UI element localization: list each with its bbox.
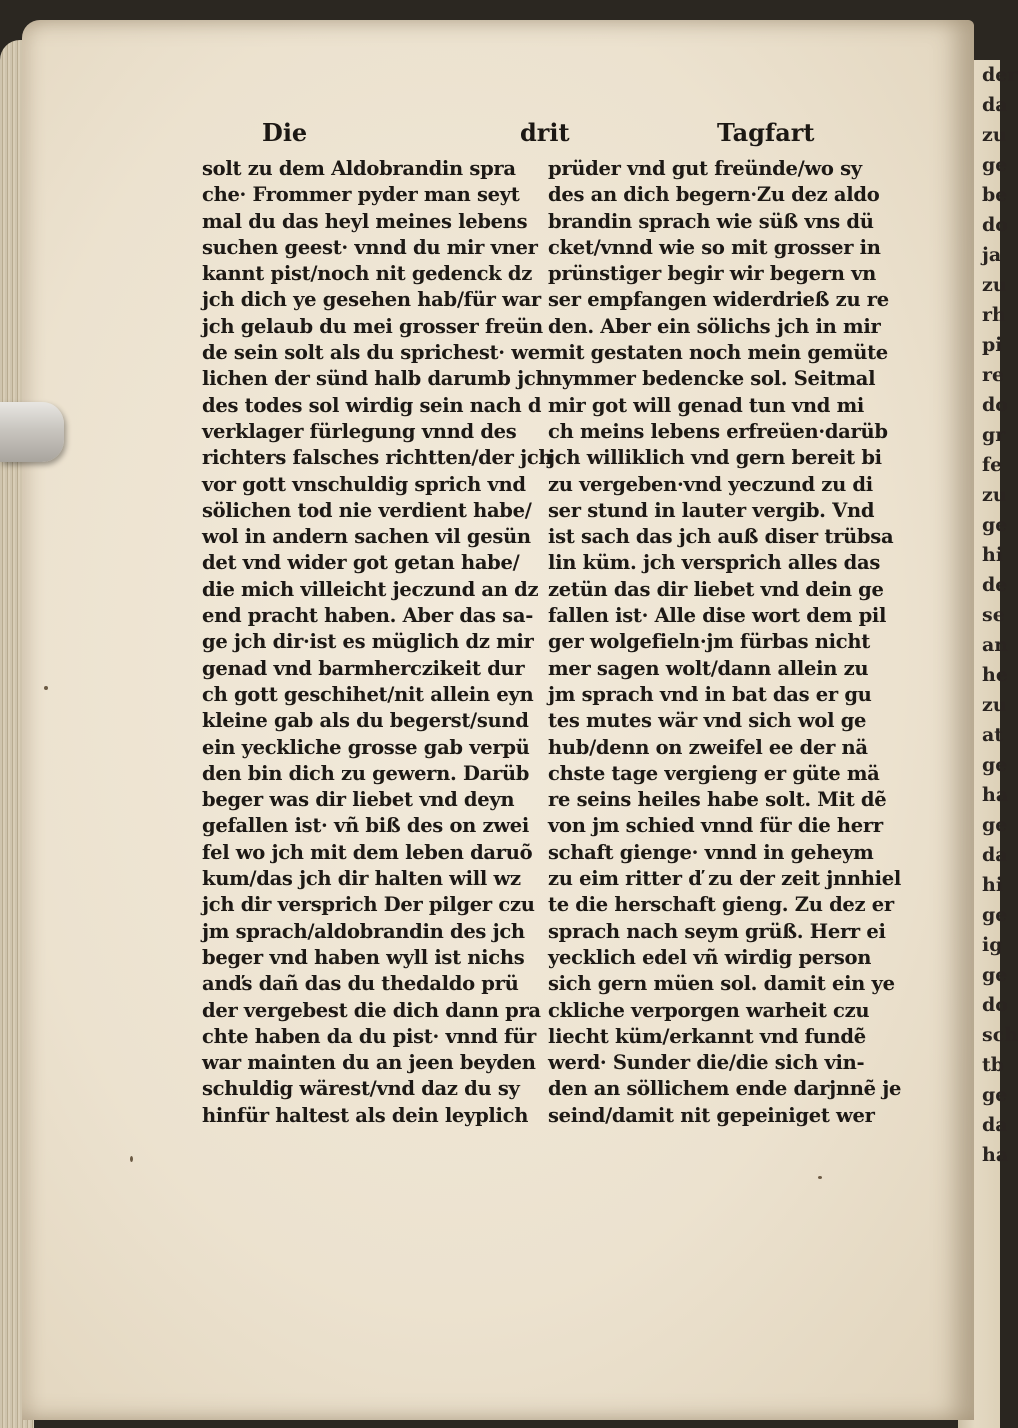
text-line: sprach nach seym grüß. Herr ei [548, 919, 886, 943]
text-line: kum/das jch dir halten will wz [202, 867, 521, 891]
text-line: kleine gab als du begerst/sund [202, 709, 529, 733]
text-line: genad vnd barmherczikeit dur [202, 656, 525, 680]
left-text-column [202, 156, 553, 1129]
facing-page-fragment: ge [982, 814, 1008, 836]
text-line: anďs dañ das du thedaldo prü [202, 972, 519, 996]
facing-page-fragment: zu [982, 484, 1007, 506]
header-left: Die [262, 118, 308, 147]
facing-page-fragment: tb [982, 1054, 1005, 1076]
text-line: zu vergeben·vnd yeczund zu di [548, 472, 873, 496]
text-line: mal du das heyl meines lebens [202, 209, 528, 233]
text-line: chte haben da du pist· vnnd für [202, 1024, 536, 1048]
text-line: die mich villeicht jeczund an dz [202, 577, 539, 601]
facing-page-fragment: do [982, 394, 1008, 416]
facing-page-fragment: he [982, 664, 1008, 686]
text-line: det vnd wider got getan habe/ [202, 551, 520, 575]
text-line: mer sagen wolt/dann allein zu [548, 656, 869, 680]
text-line: ckliche verporgen warheit czu [548, 998, 870, 1022]
text-line: mit gestaten noch mein gemüte [548, 341, 888, 365]
text-line: des an dich begern·Zu dez aldo [548, 183, 880, 207]
facing-page-fragment: pi [982, 334, 1003, 356]
running-header [262, 118, 852, 152]
facing-page-fragment: ge [982, 514, 1008, 536]
facing-page-fragment: re [982, 364, 1005, 386]
text-line: zu eim ritter ď zu der zeit jnnhiel [548, 867, 902, 891]
text-line: ch meins lebens erfreüen·darüb [548, 419, 888, 443]
text-line: jch dir versprich Der pilger czu [202, 893, 535, 917]
text-line: re seins heiles habe solt. Mit dẽ [548, 788, 887, 812]
text-line: des todes sol wirdig sein nach d [202, 393, 542, 417]
text-line: den an söllichem ende darjnnẽ je [548, 1077, 902, 1101]
text-line: brandin sprach wie süß vns dü [548, 209, 874, 233]
text-line: ser empfangen widerdrieß zu re [548, 288, 889, 312]
text-line: liecht küm/erkannt vnd fundẽ [548, 1024, 866, 1048]
facing-page-fragment: da [982, 1114, 1008, 1136]
text-line: fel wo jch mit dem leben daruõ [202, 840, 533, 864]
text-line: den. Aber ein sölichs jch in mir [548, 314, 881, 338]
text-line: den bin dich zu gewern. Darüb [202, 761, 530, 785]
text-line: ch gott geschihet/nit allein eyn [202, 682, 534, 706]
facing-page-fragment: hi [982, 874, 1004, 896]
text-line: vor gott vnschuldig sprich vnd [202, 472, 526, 496]
page-clip [0, 402, 64, 462]
facing-page-fragment: fe [982, 454, 1003, 476]
facing-page-fragment: gr [982, 424, 1006, 446]
facing-page-fragment: ge [982, 904, 1008, 926]
text-line: end pracht haben. Aber das sa- [202, 604, 533, 628]
paper-speck [818, 1176, 822, 1179]
text-line: hinfür haltest als dein leyplich [202, 1103, 529, 1127]
facing-page-fragment: ge [982, 964, 1008, 986]
text-line: hub/denn on zweifel ee der nä [548, 735, 868, 759]
facing-page-fragment: ig [982, 934, 1003, 956]
facing-page-fragment: at [982, 724, 1004, 746]
facing-page-fragment: rh [982, 304, 1006, 326]
text-line: prünstiger begir wir begern vn [548, 262, 876, 286]
text-line: kannt pist/noch nit gedenck dz [202, 262, 532, 286]
facing-page-fragment: se [982, 604, 1005, 626]
text-line: jm sprach/aldobrandin des jch [202, 919, 525, 943]
facing-page-fragment: ge [982, 754, 1008, 776]
text-line: ein yeckliche grosse gab verpü [202, 735, 530, 759]
text-line: verklager fürlegung vnnd des [202, 419, 517, 443]
text-line: schaft gienge· vnnd in geheym [548, 840, 874, 864]
text-line: jm sprach vnd in bat das er gu [548, 682, 872, 706]
text-line: te die herschaft gieng. Zu dez er [548, 893, 894, 917]
text-line: schuldig wärest/vnd daz du sy [202, 1077, 520, 1101]
text-line: yecklich edel vñ wirdig person [548, 945, 872, 969]
facing-page-fragment: sch [982, 1024, 1018, 1046]
text-line: che· Frommer pyder man seyt [202, 183, 520, 207]
text-line: de sein solt als du sprichest· wer [202, 341, 550, 365]
text-line: der vergebest die dich dann pra [202, 998, 541, 1022]
text-line: gefallen ist· vñ biß des on zwei [202, 814, 530, 838]
facing-page-fragment: zu [982, 274, 1007, 296]
text-line: suchen geest· vnnd du mir vner [202, 235, 538, 259]
right-text-column [548, 156, 902, 1129]
text-line: jch williklich vnd gern bereit bi [548, 446, 882, 470]
text-line: wol in andern sachen vil gesün [202, 525, 531, 549]
header-right: Tagfart [717, 118, 815, 147]
facing-page-fragment: do [982, 214, 1008, 236]
facing-page-fragment: hi [982, 544, 1004, 566]
text-line: ist sach das jch auß diser trübsa [548, 525, 894, 549]
text-line: sich gern müen sol. damit ein ye [548, 972, 895, 996]
text-line: ge jch dir·ist es müglich dz mir [202, 630, 534, 654]
text-line: jch gelaub du mei grosser freün [202, 314, 543, 338]
text-line: ger wolgefieln·jm fürbas nicht [548, 630, 870, 654]
text-line: war mainten du an jeen beyden [202, 1051, 536, 1075]
facing-page-fragment: do [982, 994, 1008, 1016]
facing-page-fragment: be [982, 184, 1008, 206]
facing-page-fragment: ge [982, 1084, 1008, 1106]
text-line: fallen ist· Alle dise wort dem pil [548, 604, 887, 628]
text-line: beger vnd haben wyll ist nichs [202, 945, 525, 969]
facing-page-fragment: ha [982, 1144, 1009, 1166]
text-line: ser stund in lauter vergib. Vnd [548, 498, 875, 522]
facing-page-fragment: de [982, 574, 1008, 596]
facing-page-fragment: der [982, 64, 1018, 86]
text-line: tes mutes wär vnd sich wol ge [548, 709, 867, 733]
text-line: jch dich ye gesehen hab/für war [202, 288, 541, 312]
text-line: lichen der sünd halb darumb jch [202, 367, 550, 391]
text-line: werd· Sunder die/die sich vin- [548, 1051, 865, 1075]
text-line: richters falsches richtten/der jch [202, 446, 553, 470]
text-line: beger was dir liebet vnd deyn [202, 788, 515, 812]
text-line: seind/damit nit gepeiniget wer [548, 1103, 875, 1127]
text-line: lin küm. jch versprich alles das [548, 551, 880, 575]
facing-page-fragment: da [982, 94, 1008, 116]
text-line: prüder vnd gut freünde/wo sy [548, 157, 862, 180]
text-line: cket/vnnd wie so mit grosser in [548, 235, 881, 259]
text-line: solt zu dem Aldobrandin spra [202, 157, 516, 180]
facing-page-fragment: ge [982, 154, 1008, 176]
facing-page-fragment: ja [982, 244, 1002, 266]
facing-page-fragment: ha [982, 784, 1009, 806]
text-line: chste tage vergieng er güte mä [548, 761, 880, 785]
facing-page-fragment: da [982, 844, 1008, 866]
text-line: von jm schied vnnd für die herr [548, 814, 883, 838]
header-middle: drit [520, 118, 570, 147]
text-line: sölichen tod nie verdient habe/ [202, 498, 532, 522]
facing-page-fragment: zu [982, 124, 1007, 146]
facing-page-fragment: an [982, 634, 1009, 656]
paper-speck [44, 686, 48, 690]
paper-speck [130, 1156, 133, 1162]
facing-page-fragment: zu [982, 694, 1007, 716]
text-line: nymmer bedencke sol. Seitmal [548, 367, 876, 391]
text-line: zetün das dir liebet vnd dein ge [548, 577, 884, 601]
text-line: mir got will genad tun vnd mi [548, 393, 865, 417]
